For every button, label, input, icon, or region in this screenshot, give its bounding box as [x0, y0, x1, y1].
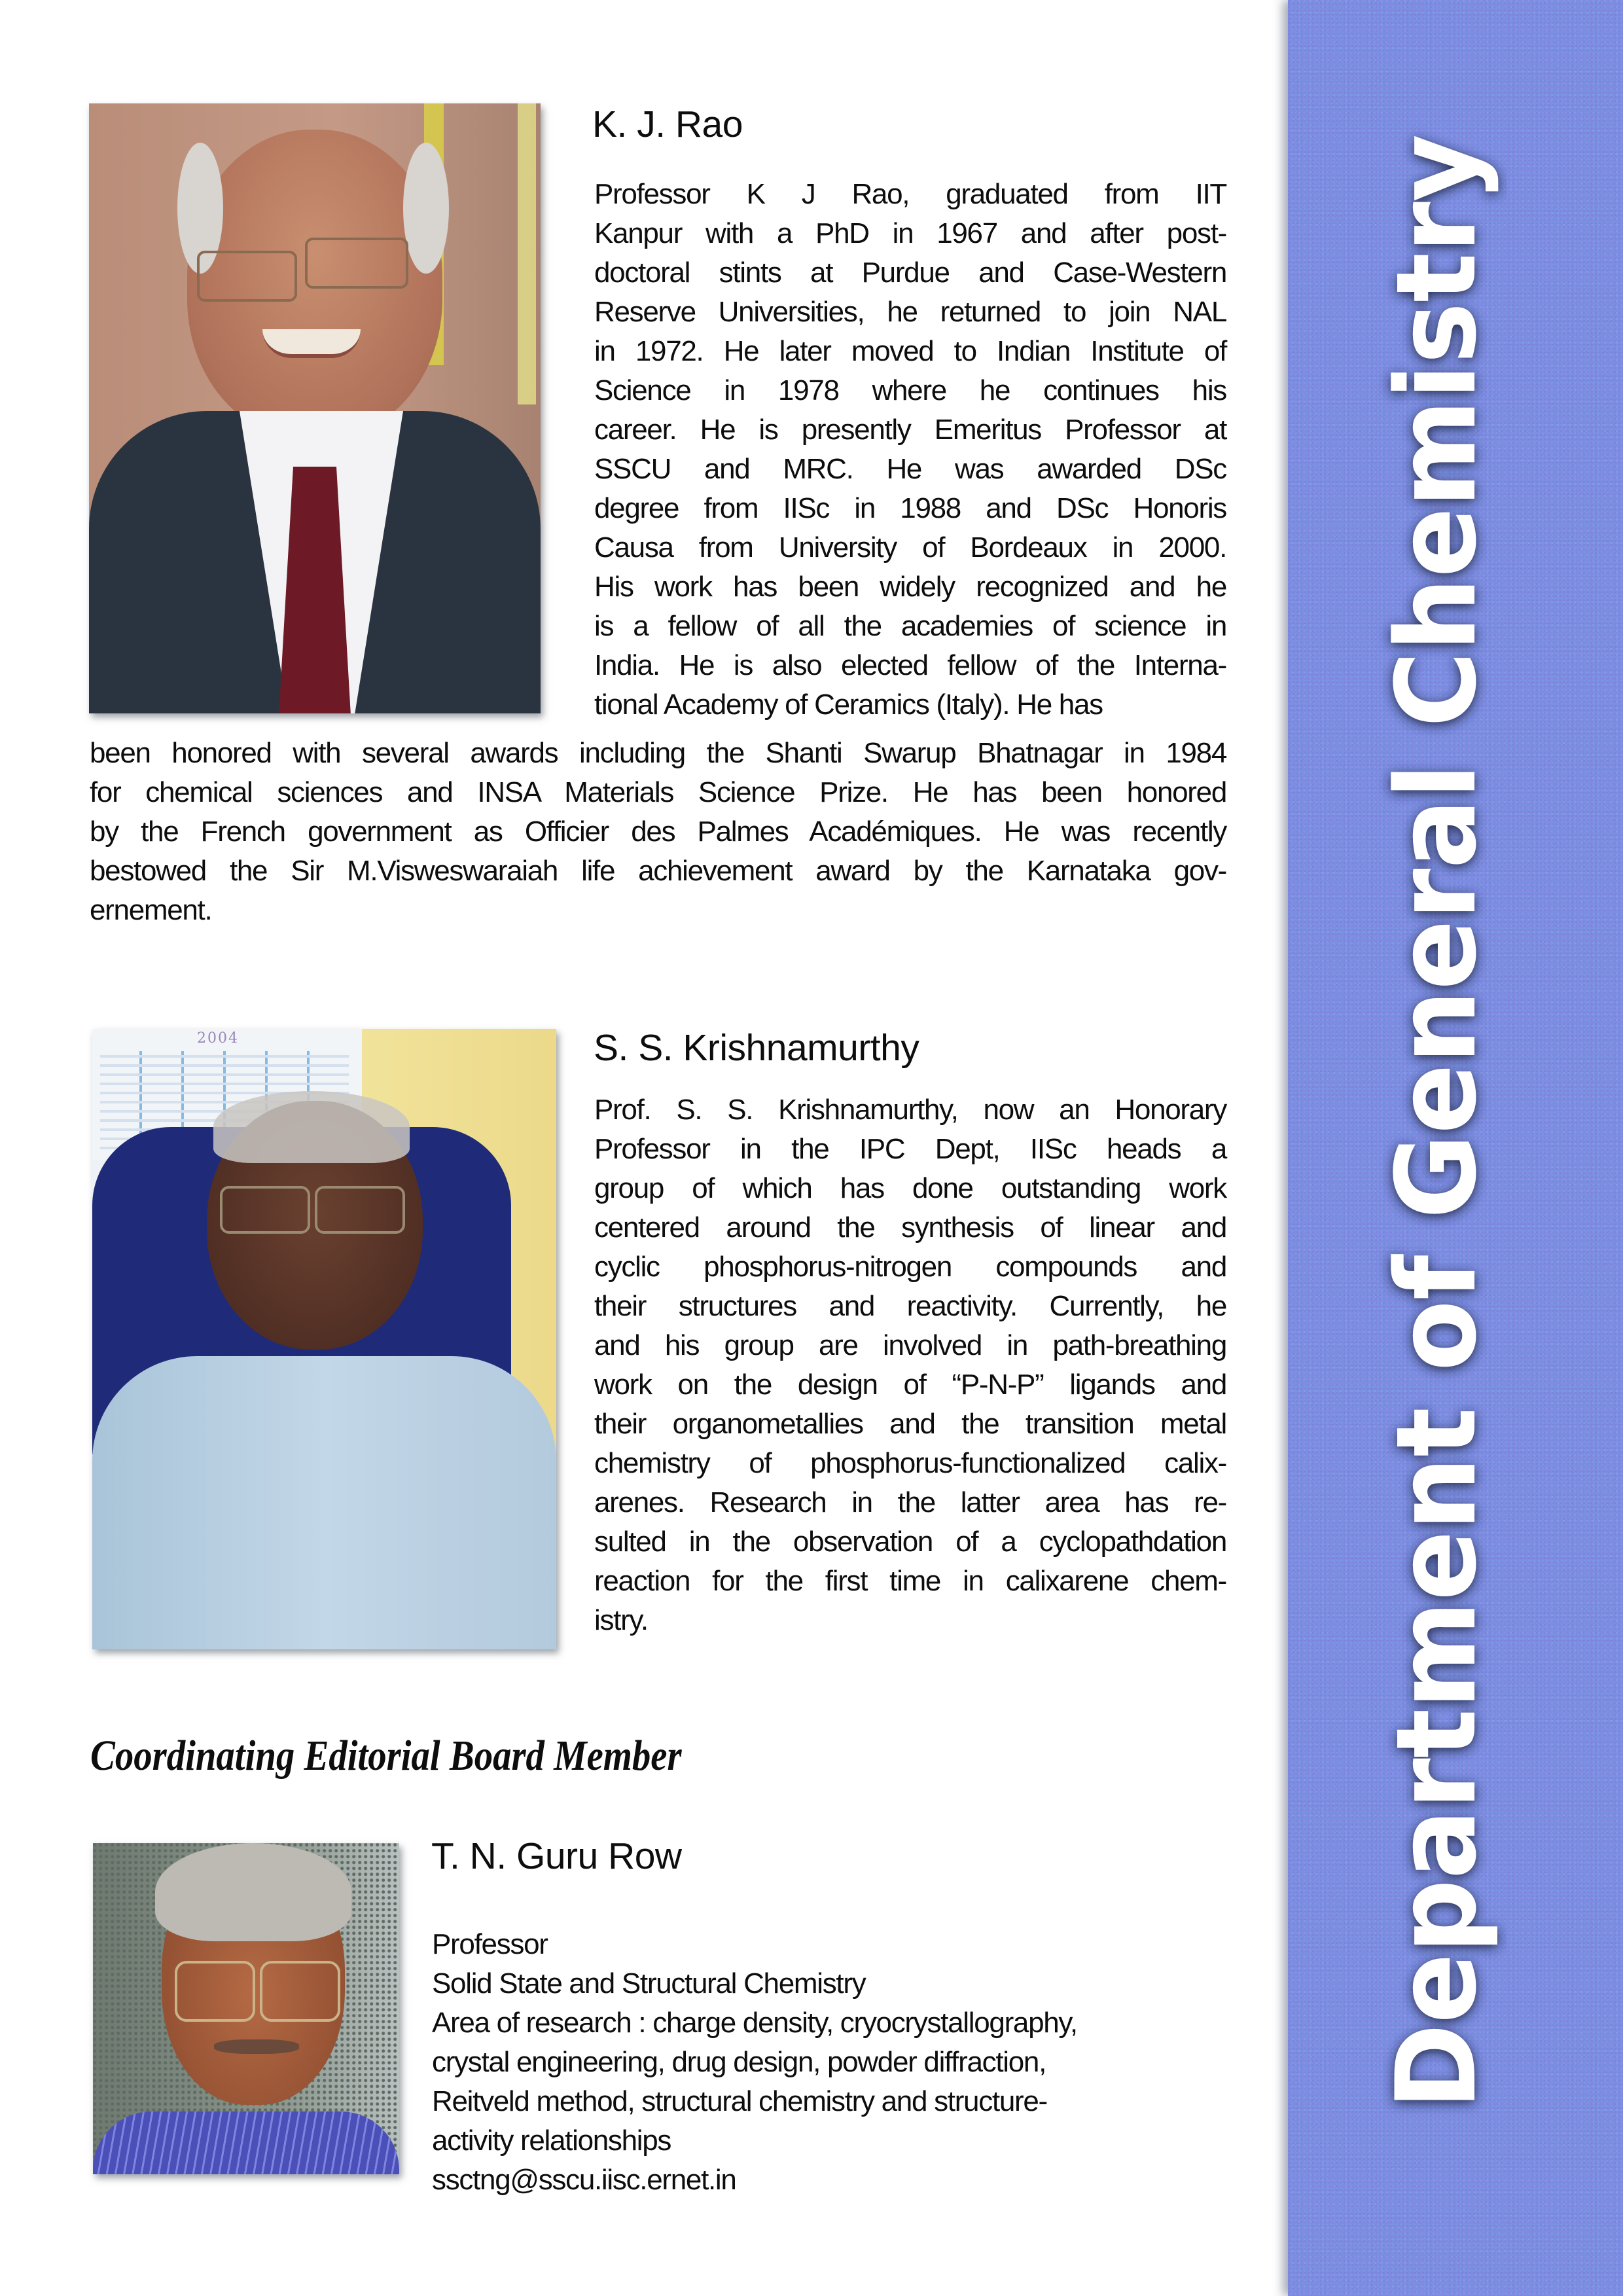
editorial-email[interactable]: ssctng@sscu.iisc.ernet.in [432, 2164, 736, 2196]
bio-line: by the French government as Officier des Palmes Académiques. He was recently [90, 816, 1226, 848]
bio-line: Reserve Universities, he returned to join NAL [594, 296, 1226, 328]
bio-line: been honored with several awards including the Shanti Swarup Bhatnagar in 1984 [90, 737, 1226, 769]
editorial-line: Reitveld method, structural chemistry and structure- [432, 2085, 1047, 2117]
bio-line: bestowed the Sir M.Visweswaraiah life achievement award by the Karnataka gov- [90, 855, 1226, 887]
bio-line: ernement. [90, 894, 212, 926]
bio-line: Professor K J Rao, graduated from IIT [594, 178, 1226, 210]
bio-line: istry. [594, 1604, 648, 1636]
bio-line: arenes. Research in the latter area has re- [594, 1486, 1226, 1518]
bio-line: chemistry of phosphorus-functionalized calix- [594, 1447, 1226, 1479]
bio-line: His work has been widely recognized and he [594, 571, 1226, 603]
glasses-shape [175, 1961, 255, 2022]
bio-line: and his group are involved in path-breathing [594, 1329, 1226, 1361]
bio-line: for chemical sciences and INSA Materials Science Prize. He has been honored [90, 776, 1226, 808]
photo-k-j-rao [89, 103, 541, 713]
editorial-details [432, 1925, 1237, 2200]
garland-decoration [518, 103, 536, 404]
photo-s-s-krishnamurthy [92, 1029, 556, 1649]
photo-t-n-guru-row [93, 1843, 399, 2174]
editorial-line: Area of research : charge density, cryocrystallography, [432, 2007, 1077, 2039]
bio-line: Causa from University of Bordeaux in 2000. [594, 531, 1226, 564]
glasses-shape [315, 1186, 405, 1234]
bio-line: in 1972. He later moved to Indian Institute of [594, 335, 1226, 367]
bio-line: tional Academy of Ceramics (Italy). He has [594, 689, 1103, 721]
bio-line: degree from IISc in 1988 and DSc Honoris [594, 492, 1226, 524]
bio-line: Professor in the IPC Dept, IISc heads a [594, 1133, 1226, 1165]
editorial-line: Solid State and Structural Chemistry [432, 1967, 866, 2000]
bio-line: their structures and reactivity. Currently, he [594, 1290, 1226, 1322]
section-heading: Coordinating Editorial Board Member [90, 1732, 682, 1780]
calendar-year: 2004 [197, 1030, 239, 1047]
bio-line: doctoral stints at Purdue and Case-Western [594, 257, 1226, 289]
shirt-shape [93, 2111, 399, 2174]
sidebar-title-svg [1288, 0, 1623, 2296]
hair-shape [155, 1843, 351, 1941]
profile-bio [594, 175, 1226, 725]
sidebar-banner [1288, 0, 1623, 2296]
glasses-shape [260, 1961, 340, 2022]
editorial-line: crystal engineering, drug design, powder diffraction, [432, 2046, 1046, 2078]
bio-line: India. He is also elected fellow of the Interna- [594, 649, 1226, 681]
bio-line: career. He is presently Emeritus Professor at [594, 414, 1226, 446]
smile-shape [262, 329, 361, 358]
hair-shape [403, 143, 449, 274]
editorial-line: Professor [432, 1928, 548, 1960]
profile-name: S. S. Krishnamurthy [594, 1027, 919, 1069]
bio-line: sulted in the observation of a cyclopathdation [594, 1526, 1226, 1558]
profile-name: K. J. Rao [592, 103, 743, 145]
department-title: Department of General Chemistry [1372, 12, 1501, 2109]
bio-line: Kanpur with a PhD in 1967 and after post- [594, 217, 1226, 249]
editorial-name: T. N. Guru Row [431, 1835, 682, 1877]
glasses-shape [220, 1186, 310, 1234]
bio-line: Science in 1978 where he continues his [594, 374, 1226, 406]
bio-line: reaction for the first time in calixarene chem- [594, 1565, 1226, 1597]
glasses-shape [197, 251, 297, 302]
bio-line: their organometallies and the transition metal [594, 1408, 1226, 1440]
shirt-shape [92, 1356, 556, 1649]
moustache-shape [214, 2039, 299, 2054]
editorial-line: activity relationships [432, 2125, 671, 2157]
bio-line: is a fellow of all the academies of science in [594, 610, 1226, 642]
hair-shape [213, 1091, 410, 1163]
bio-line: work on the design of “P-N-P” ligands and [594, 1369, 1226, 1401]
bio-line: cyclic phosphorus-nitrogen compounds and [594, 1251, 1226, 1283]
profile-bio [594, 1090, 1226, 1640]
profile-bio-continued [90, 734, 1226, 930]
bio-line: Prof. S. S. Krishnamurthy, now an Honorary [594, 1094, 1226, 1126]
glasses-shape [305, 238, 408, 289]
bio-line: centered around the synthesis of linear and [594, 1211, 1226, 1244]
bio-line: group of which has done outstanding work [594, 1172, 1226, 1204]
bio-line: SSCU and MRC. He was awarded DSc [594, 453, 1226, 485]
